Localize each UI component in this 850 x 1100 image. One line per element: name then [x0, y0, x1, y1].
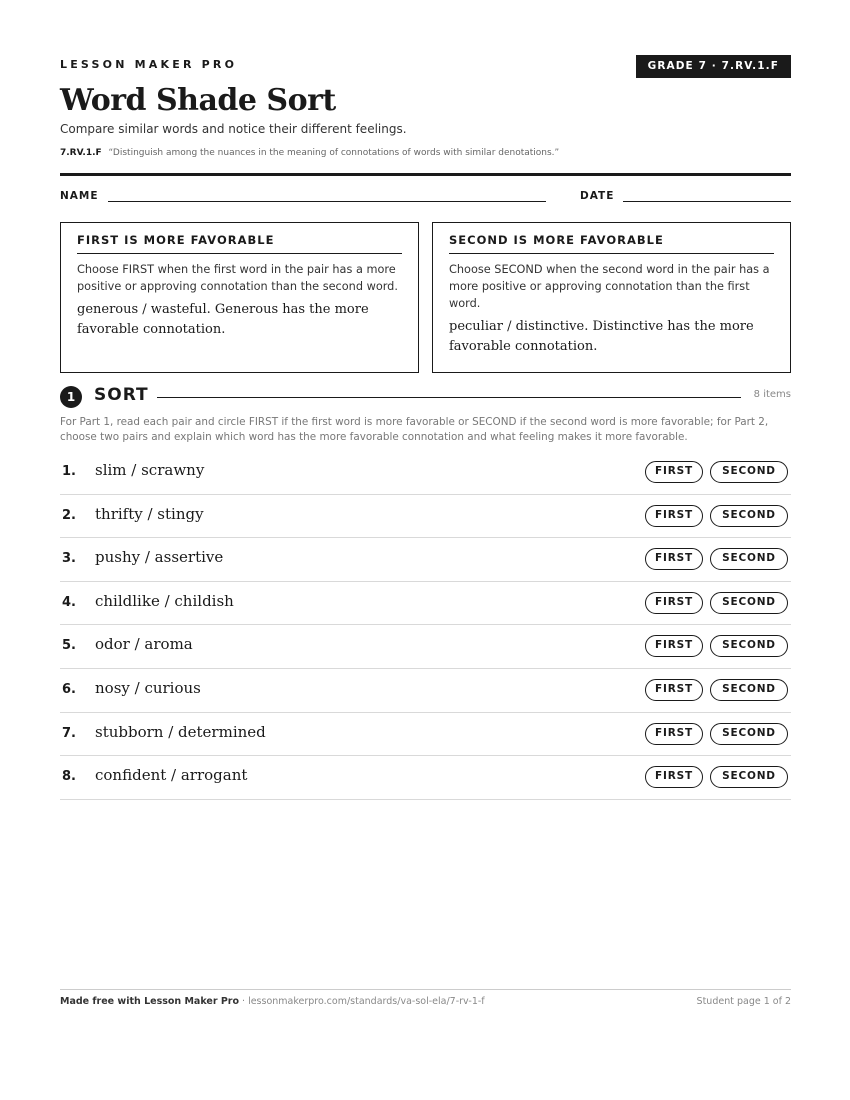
- item-number: 5.: [62, 638, 76, 654]
- rule-box-description: Choose FIRST when the first word in the pair has a more positive or approving connotation than the second word.: [77, 263, 398, 293]
- footer-divider: [60, 989, 791, 990]
- name-label: NAME: [60, 190, 99, 202]
- word-pair: nosy / curious: [95, 678, 201, 697]
- item-number: 1.: [62, 464, 76, 479]
- second-choice-button[interactable]: SECOND: [710, 505, 788, 527]
- item-number: 6.: [62, 681, 76, 697]
- rule-box-second: [432, 222, 791, 373]
- list-item: [60, 669, 791, 713]
- list-item: [60, 451, 791, 495]
- word-pair: pushy / assertive: [95, 548, 224, 567]
- list-item: [60, 495, 791, 539]
- rule-box-title: SECOND IS MORE FAVORABLE: [449, 233, 774, 254]
- item-number: 3.: [62, 551, 76, 567]
- first-choice-button[interactable]: FIRST: [645, 461, 703, 483]
- footer-credit: [60, 996, 485, 1007]
- list-item: [60, 582, 791, 626]
- word-pair: confident / arrogant: [95, 766, 248, 785]
- rule-box-example: peculiar / distinctive. Distinctive has the more favorable connotation.: [449, 319, 754, 354]
- item-number: 8.: [62, 769, 76, 785]
- first-choice-button[interactable]: FIRST: [645, 505, 703, 527]
- footer-made-text: Made free with Lesson Maker Pro: [60, 996, 240, 1007]
- page-title: Word Shade Sort: [60, 83, 336, 118]
- header-divider: [60, 173, 791, 176]
- worksheet-page: [60, 0, 791, 1100]
- word-pair: stubborn / determined: [95, 722, 266, 741]
- first-choice-button[interactable]: FIRST: [645, 766, 703, 788]
- first-choice-button[interactable]: FIRST: [645, 635, 703, 657]
- page-subtitle: Compare similar words and notice their different feelings.: [60, 122, 407, 136]
- first-choice-button[interactable]: FIRST: [645, 723, 703, 745]
- second-choice-button[interactable]: SECOND: [710, 723, 788, 745]
- list-item: [60, 713, 791, 757]
- date-field[interactable]: [623, 201, 791, 202]
- word-pair: odor / aroma: [95, 635, 193, 654]
- second-choice-button[interactable]: SECOND: [710, 635, 788, 657]
- section-divider: [157, 397, 741, 398]
- date-label: DATE: [580, 190, 615, 202]
- grade-badge: GRADE 7 · 7.RV.1.F: [636, 55, 791, 78]
- item-number: 4.: [62, 594, 76, 610]
- list-item: [60, 538, 791, 582]
- footer-url[interactable]: · lessonmakerpro.com/standards/va-sol-ela/7-rv-1-f: [239, 996, 485, 1007]
- second-choice-button[interactable]: SECOND: [710, 461, 788, 483]
- list-item: [60, 625, 791, 669]
- section-instructions: For Part 1, read each pair and circle FIRST if the first word is more favorable or SECOND if the second word is more favorable; for Part 2, choose two pairs and explain which word has the more favorable connotation and what feeling makes it more favorable.: [60, 416, 769, 443]
- second-choice-button[interactable]: SECOND: [710, 548, 788, 570]
- rule-box-description: Choose SECOND when the second word in the pair has a more positive or approving connotation than the first word.: [449, 263, 770, 310]
- word-pair: childlike / childish: [95, 591, 234, 610]
- item-count: 8 items: [753, 389, 791, 400]
- item-number: 7.: [62, 725, 76, 741]
- word-pair: slim / scrawny: [95, 461, 205, 479]
- list-item: [60, 756, 791, 800]
- section-number-badge: 1: [60, 386, 82, 408]
- top-bar: [60, 55, 791, 79]
- first-choice-button[interactable]: FIRST: [645, 548, 703, 570]
- standard-line: [60, 148, 559, 158]
- section-title: SORT: [94, 385, 149, 405]
- name-field[interactable]: [108, 201, 546, 202]
- second-choice-button[interactable]: SECOND: [710, 592, 788, 614]
- brand-name: LESSON MAKER PRO: [60, 58, 238, 71]
- rule-box-example: generous / wasteful. Generous has the more favorable connotation.: [77, 302, 369, 337]
- first-choice-button[interactable]: FIRST: [645, 679, 703, 701]
- section-header: [60, 384, 791, 408]
- name-date-fields: [60, 190, 791, 206]
- item-list: [60, 451, 791, 800]
- rule-box-title: FIRST IS MORE FAVORABLE: [77, 233, 402, 254]
- page-indicator: Student page 1 of 2: [696, 996, 791, 1007]
- item-number: 2.: [62, 507, 76, 523]
- first-choice-button[interactable]: FIRST: [645, 592, 703, 614]
- second-choice-button[interactable]: SECOND: [710, 766, 788, 788]
- rule-box-first: [60, 222, 419, 373]
- standard-text: “Distinguish among the nuances in the meaning of connotations of words with similar denotations.”: [108, 148, 560, 158]
- word-pair: thrifty / stingy: [95, 504, 204, 523]
- standard-code: 7.RV.1.F: [60, 148, 102, 158]
- second-choice-button[interactable]: SECOND: [710, 679, 788, 701]
